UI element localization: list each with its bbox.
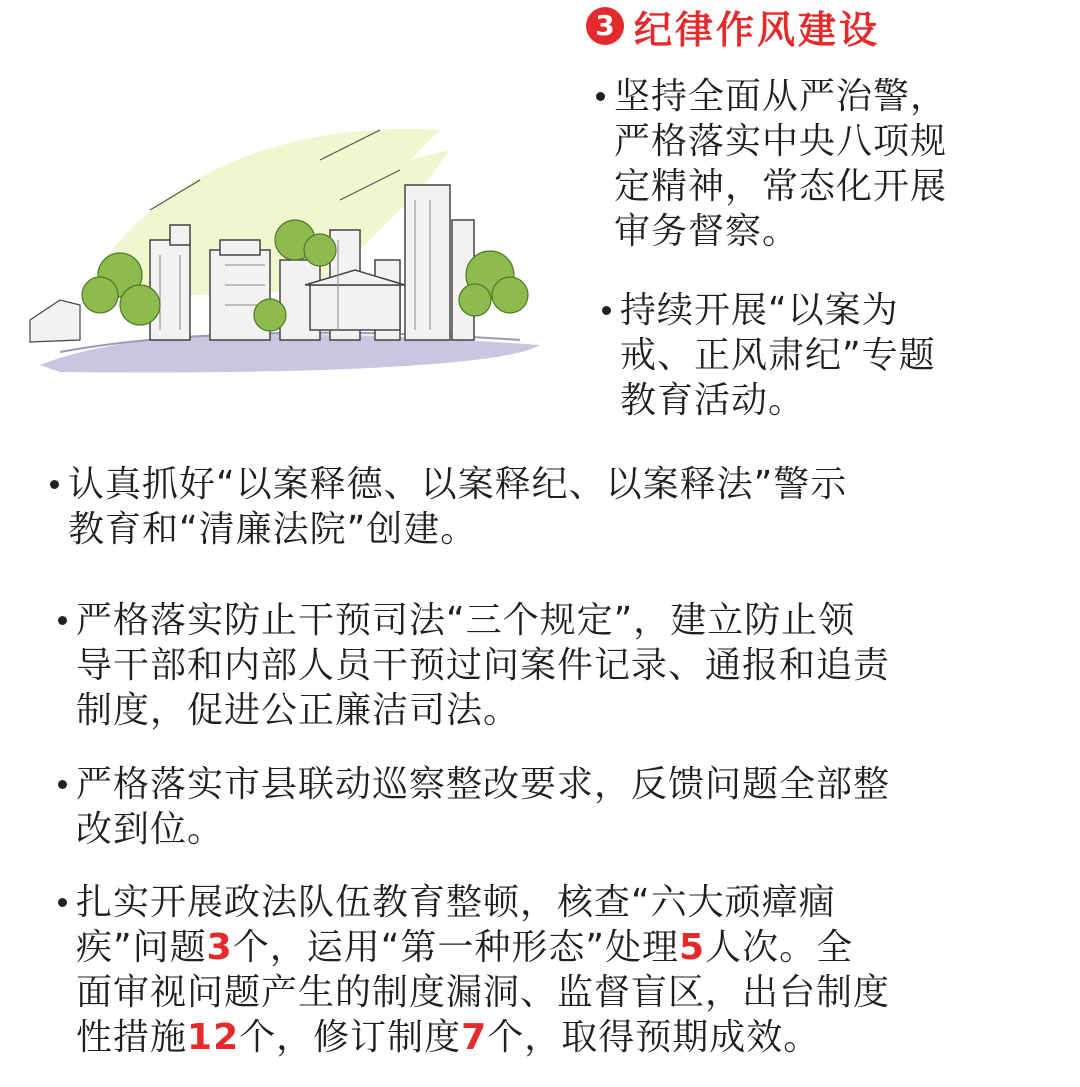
item-line: 持续开展“以案为 (620, 290, 899, 331)
item-line: 面审视问题产生的制度漏洞、监督盲区，出台制度 (76, 972, 891, 1013)
item-line: 严格落实防止干预司法“三个规定”，建立防止领 (76, 600, 856, 641)
highlight-number: 5 (679, 927, 706, 968)
section-number-badge: 3 (586, 7, 624, 45)
item-line (76, 925, 890, 970)
item-line: 制度，促进公正廉洁司法。 (76, 690, 521, 731)
bullet-item (76, 598, 890, 733)
text-run: 性措施 (76, 1017, 188, 1058)
highlight-number: 3 (206, 927, 233, 968)
text-run: 个，修订制度 (239, 1017, 462, 1058)
text-run: 人次。全 (705, 927, 854, 968)
bullet-item (614, 74, 947, 254)
item-line: 改到位。 (76, 809, 225, 850)
item-line: 坚持全面从严治警， (614, 76, 948, 117)
bullet-item (68, 462, 847, 552)
bullet-dot (50, 480, 59, 489)
bullet-item (76, 762, 890, 852)
item-line: 教育和“清廉法院”创建。 (68, 509, 478, 550)
text-run: 疾”问题 (76, 927, 207, 968)
section-title: 纪律作风建设 (634, 7, 881, 52)
bullet-dot (596, 92, 605, 101)
item-line (76, 1015, 890, 1060)
highlight-number: 7 (461, 1017, 488, 1058)
highlight-number: 12 (187, 1017, 240, 1058)
text-run: 个，运用“第一种形态”处理 (232, 927, 680, 968)
item-line: 扎实开展政法队伍教育整顿，核查“六大顽瘴痼 (76, 882, 836, 923)
bullet-dot (58, 780, 67, 789)
item-line: 严格落实中央八项规 (614, 121, 948, 162)
item-line: 审务督察。 (614, 211, 800, 252)
item-line: 认真抓好“以案释德、以案释纪、以案释法”警示 (68, 464, 848, 505)
item-line: 戒、正风肃纪”专题 (620, 335, 936, 376)
section-heading (586, 4, 881, 52)
item-line: 严格落实市县联动巡察整改要求，反馈问题全部整 (76, 764, 891, 805)
text-run: 个，取得预期成效。 (487, 1017, 821, 1058)
city-skyline-illustration (20, 90, 560, 390)
bullet-dot (602, 306, 611, 315)
item-line: 导干部和内部人员干预过问案件记录、通报和追责 (76, 645, 891, 686)
bullet-item (76, 880, 890, 1060)
bullet-item (620, 288, 936, 423)
bullet-dot (58, 616, 67, 625)
bullet-dot (58, 898, 67, 907)
item-line: 教育活动。 (620, 380, 806, 421)
item-line: 定精神，常态化开展 (614, 166, 948, 207)
